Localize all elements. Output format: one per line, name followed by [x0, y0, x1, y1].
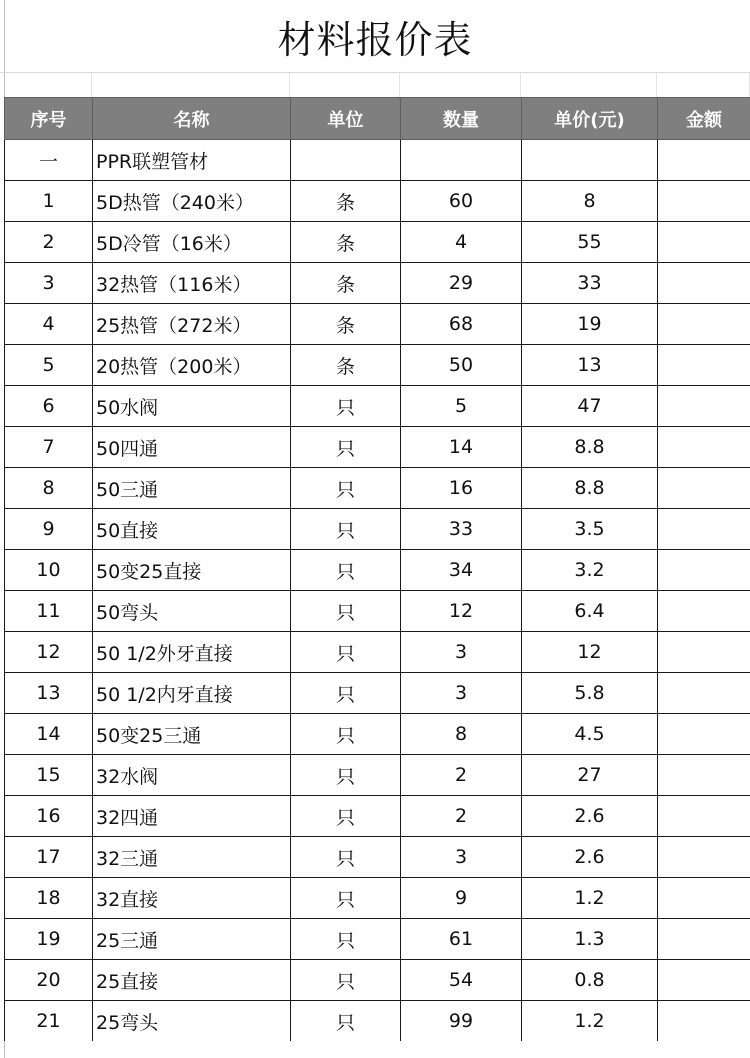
- cell-unit-price[interactable]: 2.6: [522, 837, 658, 878]
- table-row: [5, 181, 750, 222]
- cell-name[interactable]: 50 1/2内牙直接: [93, 673, 291, 714]
- cell-name[interactable]: 50变25直接: [93, 550, 291, 591]
- cell-unit-price[interactable]: 1.3: [522, 919, 658, 960]
- cell-index[interactable]: 15: [5, 755, 93, 796]
- cell-name[interactable]: 32三通: [93, 837, 291, 878]
- cell-name[interactable]: 32热管（116米）: [93, 263, 291, 304]
- cell-index[interactable]: 9: [5, 509, 93, 550]
- title-cell[interactable]: [0, 0, 750, 73]
- cell-unit-price[interactable]: 55: [522, 222, 658, 263]
- blank-cell[interactable]: [0, 73, 92, 97]
- cell-index[interactable]: 17: [5, 837, 93, 878]
- cell-unit[interactable]: 只: [291, 509, 401, 550]
- cell-unit[interactable]: 只: [291, 796, 401, 837]
- cell-unit-price[interactable]: 8: [522, 181, 658, 222]
- cell-unit[interactable]: 只: [291, 386, 401, 427]
- cell-unit[interactable]: 条: [291, 181, 401, 222]
- table-row: [5, 550, 750, 591]
- header-quantity[interactable]: 数量: [401, 98, 522, 140]
- cell-name[interactable]: 50 1/2外牙直接: [93, 632, 291, 673]
- cell-amount[interactable]: [658, 878, 750, 919]
- cell-name[interactable]: 25三通: [93, 919, 291, 960]
- cell-unit-price[interactable]: 3.5: [522, 509, 658, 550]
- cell-unit-price[interactable]: 33: [522, 263, 658, 304]
- cell-unit[interactable]: 只: [291, 878, 401, 919]
- cell-index[interactable]: 7: [5, 427, 93, 468]
- cell-quantity[interactable]: 12: [401, 591, 522, 632]
- cell-index[interactable]: 8: [5, 468, 93, 509]
- cell-amount[interactable]: [658, 919, 750, 960]
- cell-unit-price[interactable]: 19: [522, 304, 658, 345]
- cell-unit-price[interactable]: 4.5: [522, 714, 658, 755]
- cell-name[interactable]: 5D热管（240米）: [93, 181, 291, 222]
- section-index[interactable]: 一: [5, 140, 93, 181]
- cell-name[interactable]: 50四通: [93, 427, 291, 468]
- cell-amount[interactable]: [658, 796, 750, 837]
- cell-unit-price[interactable]: 0.8: [522, 960, 658, 1001]
- cell-index[interactable]: 14: [5, 714, 93, 755]
- section-name[interactable]: PPR联塑管材: [93, 140, 291, 181]
- table-row: [5, 304, 750, 345]
- cell-unit[interactable]: 条: [291, 304, 401, 345]
- page-title: 材料报价表: [277, 17, 473, 62]
- cell-unit-price[interactable]: 8.8: [522, 468, 658, 509]
- cell-amount[interactable]: [658, 345, 750, 386]
- cell-unit-price[interactable]: [522, 140, 658, 181]
- cell-index[interactable]: 13: [5, 673, 93, 714]
- table-row: [5, 509, 750, 550]
- blank-cell[interactable]: [657, 73, 750, 97]
- cell-index[interactable]: 3: [5, 263, 93, 304]
- cell-name[interactable]: 25直接: [93, 960, 291, 1001]
- blank-row: [0, 73, 750, 97]
- cell-name[interactable]: 50三通: [93, 468, 291, 509]
- table-row: [5, 919, 750, 960]
- cell-index[interactable]: 11: [5, 591, 93, 632]
- cell-unit[interactable]: 只: [291, 591, 401, 632]
- blank-cell[interactable]: [290, 73, 400, 97]
- table-row: [5, 796, 750, 837]
- cell-unit[interactable]: 只: [291, 550, 401, 591]
- table-row: [5, 632, 750, 673]
- cell-unit[interactable]: 只: [291, 755, 401, 796]
- cell-index[interactable]: 4: [5, 304, 93, 345]
- cell-index[interactable]: 19: [5, 919, 93, 960]
- cell-amount[interactable]: [658, 673, 750, 714]
- cell-amount[interactable]: [658, 550, 750, 591]
- cell-index[interactable]: 20: [5, 960, 93, 1001]
- cell-index[interactable]: 21: [5, 1001, 93, 1042]
- table-row: [5, 714, 750, 755]
- cell-amount[interactable]: [658, 222, 750, 263]
- header-unit-price[interactable]: 单价(元): [522, 98, 658, 140]
- cell-name[interactable]: 50水阀: [93, 386, 291, 427]
- cell-index[interactable]: 12: [5, 632, 93, 673]
- header-unit[interactable]: 单位: [291, 98, 401, 140]
- cell-unit[interactable]: 条: [291, 263, 401, 304]
- cell-index[interactable]: 6: [5, 386, 93, 427]
- cell-index[interactable]: 10: [5, 550, 93, 591]
- table-row: [5, 878, 750, 919]
- cell-quantity[interactable]: 68: [401, 304, 522, 345]
- cell-index[interactable]: 5: [5, 345, 93, 386]
- cell-quantity[interactable]: 5: [401, 386, 522, 427]
- cell-name[interactable]: 25热管（272米）: [93, 304, 291, 345]
- cell-unit[interactable]: 只: [291, 673, 401, 714]
- cell-unit[interactable]: 条: [291, 222, 401, 263]
- cell-index[interactable]: 18: [5, 878, 93, 919]
- cell-amount[interactable]: [658, 140, 750, 181]
- table-row: [5, 345, 750, 386]
- cell-index[interactable]: 2: [5, 222, 93, 263]
- cell-amount[interactable]: [658, 427, 750, 468]
- cell-name[interactable]: 32四通: [93, 796, 291, 837]
- cell-unit-price[interactable]: 1.2: [522, 1001, 658, 1042]
- cell-unit-price[interactable]: 2.6: [522, 796, 658, 837]
- cell-quantity[interactable]: 3: [401, 837, 522, 878]
- cell-unit[interactable]: 只: [291, 632, 401, 673]
- cell-amount[interactable]: [658, 263, 750, 304]
- cell-amount[interactable]: [658, 386, 750, 427]
- table-row: [5, 755, 750, 796]
- table-row: [5, 222, 750, 263]
- cell-quantity[interactable]: 2: [401, 796, 522, 837]
- header-index[interactable]: 序号: [5, 98, 93, 140]
- cell-name[interactable]: 50变25三通: [93, 714, 291, 755]
- cell-unit-price[interactable]: 13: [522, 345, 658, 386]
- cell-quantity[interactable]: 3: [401, 632, 522, 673]
- table-row: [5, 673, 750, 714]
- cell-unit-price[interactable]: 8.8: [522, 427, 658, 468]
- table-row: [5, 427, 750, 468]
- table-row: [5, 468, 750, 509]
- cell-name[interactable]: 20热管（200米）: [93, 345, 291, 386]
- cell-quantity[interactable]: 4: [401, 222, 522, 263]
- cell-amount[interactable]: [658, 714, 750, 755]
- cell-amount[interactable]: [658, 755, 750, 796]
- cell-quantity[interactable]: 8: [401, 714, 522, 755]
- section-row: [5, 140, 750, 181]
- cell-name[interactable]: 5D冷管（16米）: [93, 222, 291, 263]
- cell-quantity[interactable]: 29: [401, 263, 522, 304]
- cell-unit-price[interactable]: 3.2: [522, 550, 658, 591]
- cell-amount[interactable]: [658, 509, 750, 550]
- cell-quantity[interactable]: 3: [401, 673, 522, 714]
- cell-unit[interactable]: 只: [291, 714, 401, 755]
- table-row: [5, 386, 750, 427]
- cell-name[interactable]: 32水阀: [93, 755, 291, 796]
- cell-unit[interactable]: 只: [291, 960, 401, 1001]
- cell-name[interactable]: 50直接: [93, 509, 291, 550]
- cell-amount[interactable]: [658, 468, 750, 509]
- cell-unit[interactable]: 条: [291, 345, 401, 386]
- table-row: [5, 837, 750, 878]
- blank-cell[interactable]: [92, 73, 290, 97]
- cell-unit-price[interactable]: 6.4: [522, 591, 658, 632]
- cell-amount[interactable]: [658, 632, 750, 673]
- table-row: [5, 1001, 750, 1042]
- header-name[interactable]: 名称: [93, 98, 291, 140]
- cell-unit[interactable]: [291, 140, 401, 181]
- cell-unit-price[interactable]: 5.8: [522, 673, 658, 714]
- cell-amount[interactable]: [658, 837, 750, 878]
- cell-quantity[interactable]: 34: [401, 550, 522, 591]
- cell-index[interactable]: 1: [5, 181, 93, 222]
- cell-quantity[interactable]: 33: [401, 509, 522, 550]
- blank-cell[interactable]: [521, 73, 657, 97]
- cell-quantity[interactable]: 61: [401, 919, 522, 960]
- cell-quantity[interactable]: 2: [401, 755, 522, 796]
- cell-quantity[interactable]: 9: [401, 878, 522, 919]
- table-row: [5, 960, 750, 1001]
- cell-name[interactable]: 50弯头: [93, 591, 291, 632]
- cell-unit[interactable]: 只: [291, 919, 401, 960]
- cell-unit-price[interactable]: 12: [522, 632, 658, 673]
- cell-unit[interactable]: 只: [291, 427, 401, 468]
- cell-unit[interactable]: 只: [291, 468, 401, 509]
- cell-quantity[interactable]: 14: [401, 427, 522, 468]
- quote-table: [4, 97, 750, 1041]
- cell-amount[interactable]: [658, 591, 750, 632]
- cell-quantity[interactable]: 50: [401, 345, 522, 386]
- cell-quantity[interactable]: [401, 140, 522, 181]
- cell-unit-price[interactable]: 47: [522, 386, 658, 427]
- cell-quantity[interactable]: 54: [401, 960, 522, 1001]
- cell-quantity[interactable]: 60: [401, 181, 522, 222]
- cell-amount[interactable]: [658, 304, 750, 345]
- cell-amount[interactable]: [658, 181, 750, 222]
- table-row: [5, 591, 750, 632]
- cell-unit[interactable]: 只: [291, 1001, 401, 1042]
- cell-unit-price[interactable]: 1.2: [522, 878, 658, 919]
- cell-index[interactable]: 16: [5, 796, 93, 837]
- cell-amount[interactable]: [658, 1001, 750, 1042]
- cell-name[interactable]: 32直接: [93, 878, 291, 919]
- cell-amount[interactable]: [658, 960, 750, 1001]
- cell-quantity[interactable]: 99: [401, 1001, 522, 1042]
- cell-unit[interactable]: 只: [291, 837, 401, 878]
- cell-name[interactable]: 25弯头: [93, 1001, 291, 1042]
- header-amount[interactable]: 金额: [658, 98, 750, 140]
- cell-unit-price[interactable]: 27: [522, 755, 658, 796]
- table-row: [5, 263, 750, 304]
- cell-quantity[interactable]: 16: [401, 468, 522, 509]
- blank-cell[interactable]: [400, 73, 521, 97]
- header-row: [5, 98, 750, 140]
